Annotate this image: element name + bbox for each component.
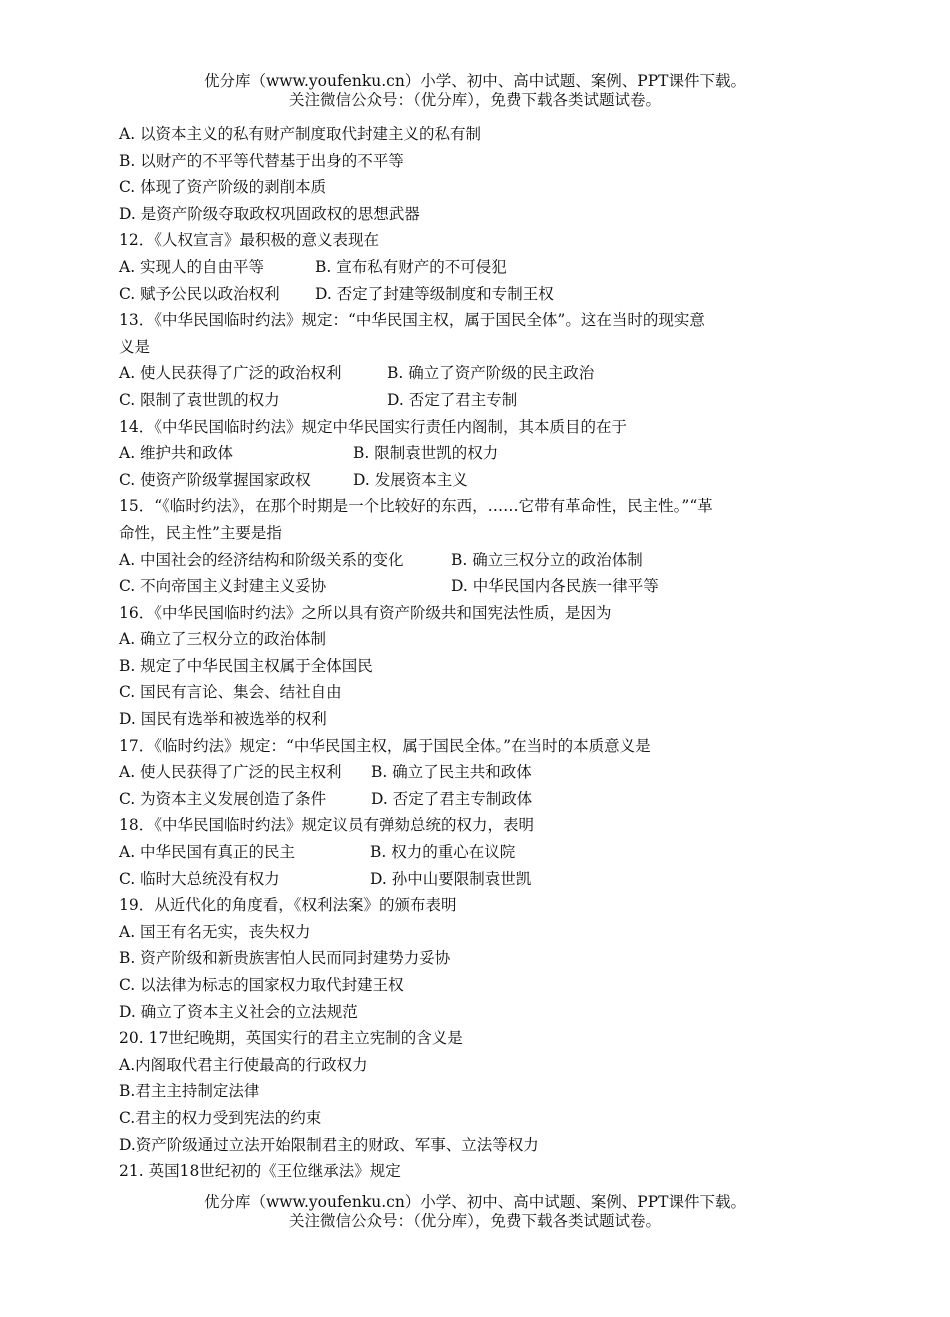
option-b: B. 宣布私有财产的不可侵犯 (315, 257, 507, 276)
option-d: D. 否定了封建等级制度和专制王权 (315, 284, 554, 303)
text-line: B. 资产阶级和新贵族害怕人民而同封建势力妥协 (119, 949, 451, 968)
option-row (119, 467, 835, 494)
text-line: A.内阁取代君主行使最高的行政权力 (119, 1055, 368, 1074)
option-b: B. 确立三权分立的政治体制 (451, 550, 643, 569)
question-16: 16．《中华民国临时约法》之所以具有资产阶级共和国宪法性质，是因为 (119, 603, 612, 622)
page-footer (0, 1193, 950, 1231)
question-18: 18．《中华民国临时约法》规定议员有弹劾总统的权力，表明 (119, 816, 534, 835)
text-line: A. 以资本主义的私有财产制度取代封建主义的私有制 (119, 125, 482, 143)
option-row (119, 360, 835, 387)
question-13: 13．《中华民国临时约法》规定：“中华民国主权，属于国民全体”。这在当时的现实意 (119, 311, 705, 330)
header-line-2: 关注微信公众号：（优分库），免费下载各类试题试卷。 (288, 91, 661, 109)
option-row (119, 839, 835, 866)
question-12: 12．《人权宣言》最积极的意义表现在 (119, 231, 379, 250)
text-line: B. 规定了中华民国主权属于全体国民 (119, 656, 373, 675)
option-row (119, 281, 835, 308)
text-line: A. 确立了三权分立的政治体制 (119, 630, 327, 649)
text-line: C. 以法律为标志的国家权力取代封建王权 (119, 976, 404, 994)
question-19: 19．从近代化的角度看，《权利法案》的颁布表明 (119, 896, 457, 915)
option-c: C. 不向帝国主义封建主义妥协 (119, 577, 327, 596)
option-a: A. 实现人的自由平等 (119, 257, 265, 276)
option-b: B. 权力的重心在议院 (370, 843, 516, 862)
option-row (119, 866, 835, 893)
option-row (119, 387, 835, 414)
option-d: D. 否定了君主专制 (387, 390, 518, 409)
option-b: B. 确立了民主共和政体 (371, 763, 532, 782)
option-b: B. 确立了资产阶级的民主政治 (387, 364, 595, 383)
text-line: D. 国民有选举和被选举的权利 (119, 710, 327, 729)
option-c: C. 赋予公民以政治权利 (119, 284, 280, 303)
option-row (119, 573, 835, 600)
option-row (119, 759, 835, 786)
text-line: C.君主的权力受到宪法的约束 (119, 1108, 322, 1127)
question-21: 21. 英国18世纪初的《王位继承法》规定 (119, 1162, 401, 1181)
text-line: A. 国王有名无实，丧失权力 (119, 922, 311, 941)
option-a: A. 维护共和政体 (119, 444, 234, 463)
option-c: C. 临时大总统没有权力 (119, 869, 280, 888)
option-row (119, 786, 835, 813)
text-line: D. 确立了资本主义社会的立法规范 (119, 1002, 358, 1021)
footer-line-1: 优分库（www.youfenku.cn）小学、初中、高中试题、案例、PPT课件下载。 (203, 1193, 747, 1211)
option-b: B. 限制袁世凯的权力 (353, 444, 499, 463)
option-d: D. 中华民国内各民族一律平等 (451, 577, 659, 596)
text-line: 命性，民主性”主要是指 (119, 523, 282, 542)
option-d: D. 孙中山要限制袁世凯 (370, 869, 532, 888)
option-d: D. 发展资本主义 (353, 470, 468, 489)
text-line: B.君主主持制定法律 (119, 1082, 260, 1101)
text-line: C. 体现了资产阶级的剥削本质 (119, 178, 327, 197)
header-line-1: 优分库（www.youfenku.cn）小学、初中、高中试题、案例、PPT课件下载。 (203, 72, 747, 90)
text-line: D. 是资产阶级夺取政权巩固政权的思想武器 (119, 204, 420, 223)
option-c: C. 使资产阶级掌握国家政权 (119, 470, 311, 489)
option-row (119, 440, 835, 467)
question-14: 14．《中华民国临时约法》规定中华民国实行责任内阁制，其本质目的在于 (119, 417, 627, 436)
option-a: A. 中国社会的经济结构和阶级关系的变化 (119, 550, 404, 569)
question-17: 17．《临时约法》规定：“中华民国主权，属于国民全体。”在当时的本质意义是 (119, 736, 651, 755)
text-line: C. 国民有言论、集会、结社自由 (119, 683, 342, 702)
text-line: B. 以财产的不平等代替基于出身的不平等 (119, 151, 404, 170)
page-header (0, 72, 950, 110)
question-body (119, 121, 835, 1185)
question-20: 20. 17世纪晚期，英国实行的君主立宪制的含义是 (119, 1029, 463, 1048)
option-c: C. 为资本主义发展创造了条件 (119, 789, 327, 808)
option-a: A. 使人民获得了广泛的政治权利 (119, 364, 342, 383)
text-line: D.资产阶级通过立法开始限制君主的财政、军事、立法等权力 (119, 1135, 539, 1154)
question-15: 15．“《临时约法》，在那个时期是一个比较好的东西，……它带有革命性，民主性。”“革 (119, 497, 713, 516)
option-row (119, 254, 835, 281)
text-line: 义是 (119, 337, 151, 356)
option-row (119, 547, 835, 574)
footer-line-2: 关注微信公众号：（优分库），免费下载各类试题试卷。 (288, 1212, 661, 1230)
option-a: A. 使人民获得了广泛的民主权利 (119, 763, 342, 782)
option-a: A. 中华民国有真正的民主 (119, 843, 296, 862)
option-c: C. 限制了袁世凯的权力 (119, 390, 280, 409)
option-d: D. 否定了君主专制政体 (371, 789, 533, 808)
